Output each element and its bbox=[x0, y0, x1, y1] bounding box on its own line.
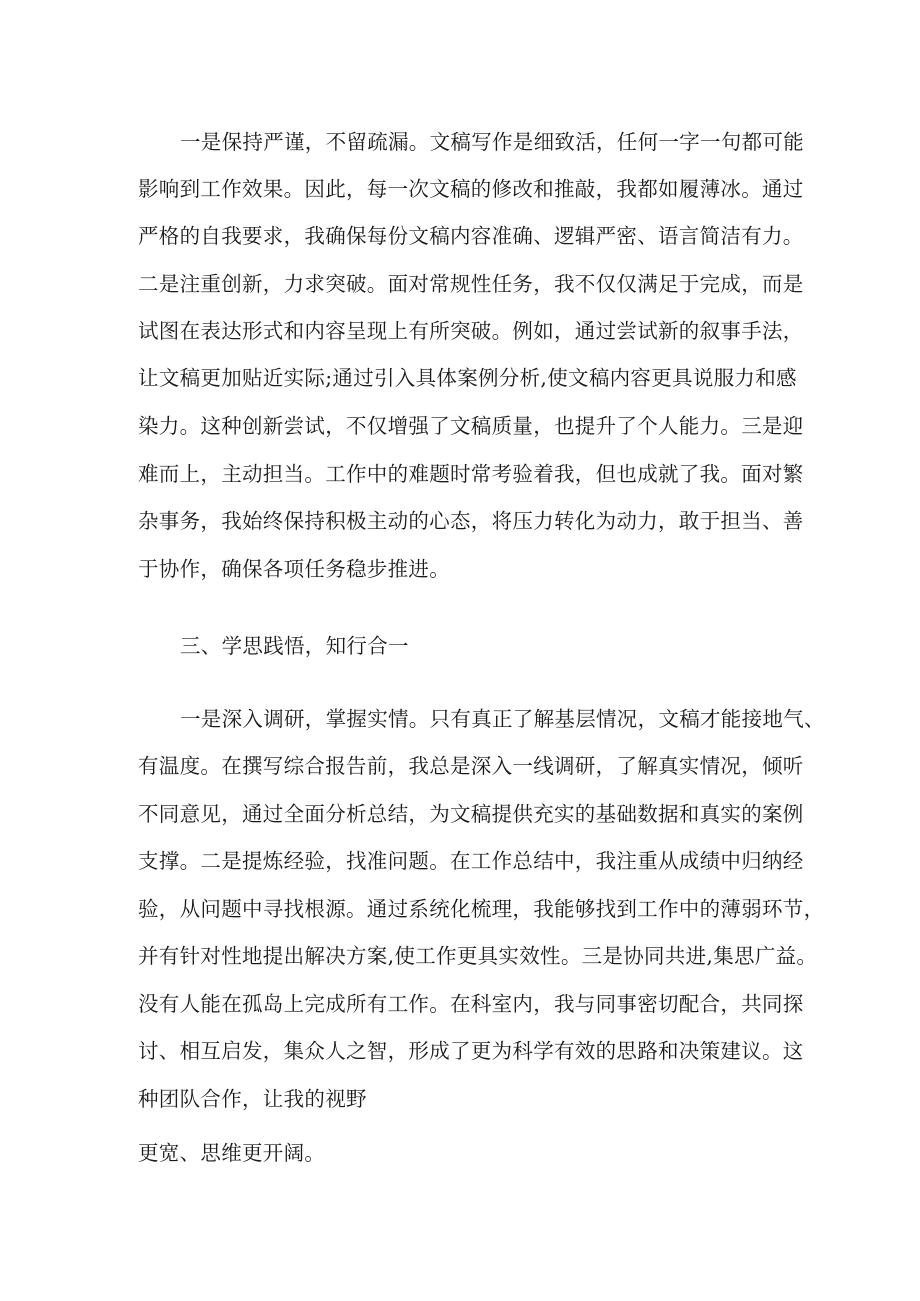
paragraph-1-line-7: 染力。这种创新尝试，不仅增强了文稿质量，也提升了个人能力。三是迎 bbox=[138, 414, 804, 438]
paragraph-2-line-2: 有温度。在撰写综合报告前，我总是深入一线调研，了解真实情况，倾听 bbox=[138, 754, 804, 778]
paragraph-2-line-1: 一是深入调研，掌握实情。只有真正了解基层情况，文稿才能接地气、 bbox=[180, 707, 825, 731]
paragraph-2-line-4: 支撑。二是提炼经验，找准问题。在工作总结中，我注重从成绩中归纳经 bbox=[138, 849, 804, 873]
paragraph-1-line-3: 严格的自我要求，我确保每份文稿内容准确、逻辑严密、语言简洁有力。 bbox=[138, 224, 804, 248]
paragraph-1-line-4: 二是注重创新，力求突破。面对常规性任务，我不仅仅满足于完成，而是 bbox=[138, 272, 804, 296]
paragraph-2-line-10: 更宽、思维更开阔。 bbox=[138, 1141, 326, 1165]
paragraph-2-line-5: 验，从问题中寻找根源。通过系统化梳理，我能够找到工作中的薄弱环节， bbox=[138, 897, 825, 921]
paragraph-1-line-9: 杂事务，我始终保持积极主动的心态，将压力转化为动力，敢于担当、善 bbox=[138, 509, 804, 533]
section-heading: 三、学思践悟，知行合一 bbox=[180, 634, 409, 658]
paragraph-1-line-1: 一是保持严谨，不留疏漏。文稿写作是细致活，任何一字一句都可能 bbox=[180, 130, 804, 154]
paragraph-1-line-6: 让文稿更加贴近实际;通过引入具体案例分析,使文稿内容更具说服力和感 bbox=[138, 366, 797, 390]
paragraph-1-line-2: 影响到工作效果。因此，每一次文稿的修改和推敲，我都如履薄冰。通过 bbox=[138, 177, 804, 201]
paragraph-1-line-10: 于协作，确保各项任务稳步推进。 bbox=[138, 557, 450, 581]
paragraph-1-line-5: 试图在表达形式和内容呈现上有所突破。例如，通过尝试新的叙事手法， bbox=[138, 319, 804, 343]
paragraph-2-line-6: 并有针对性地提出解决方案,使工作更具实效性。三是协同共进,集思广益。 bbox=[138, 944, 818, 968]
paragraph-2-line-3: 不同意见，通过全面分析总结，为文稿提供充实的基础数据和真实的案例 bbox=[138, 802, 804, 826]
paragraph-2-line-8: 讨、相互启发，集众人之智，形成了更为科学有效的思路和决策建议。这 bbox=[138, 1039, 804, 1063]
paragraph-2-line-7: 没有人能在孤岛上完成所有工作。在科室内，我与同事密切配合，共同探 bbox=[138, 992, 804, 1016]
paragraph-1-line-8: 难而上，主动担当。工作中的难题时常考验着我，但也成就了我。面对繁 bbox=[138, 462, 804, 486]
paragraph-2-line-9: 种团队合作，让我的视野 bbox=[138, 1087, 367, 1111]
